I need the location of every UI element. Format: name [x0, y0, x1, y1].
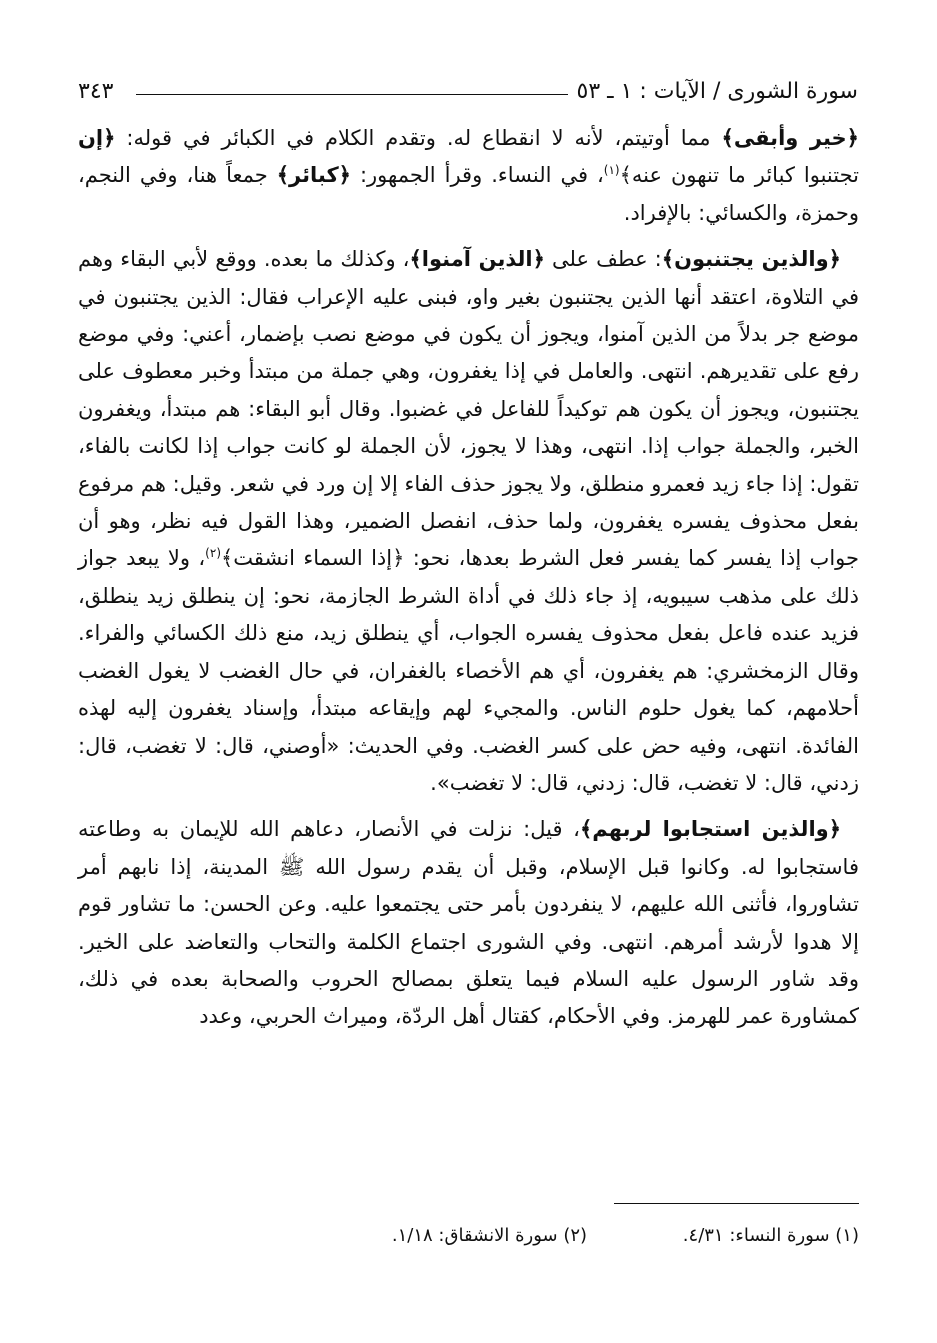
paragraph-2 [78, 241, 859, 802]
quran-quote-cont: تجتنبوا كبائر ما تنهون عنه﴾ [619, 163, 859, 188]
footnote-2: (٢) سورة الانشقاق: ١/١٨. [391, 1225, 588, 1246]
footnote-ref-2: (٢) [205, 546, 221, 561]
footnote-rule [614, 1203, 859, 1204]
quran-quote: ﴿والذين يجتنبون﴾ [661, 247, 841, 272]
running-header [78, 74, 858, 110]
page-number: ٣٤٣ [78, 79, 114, 104]
paragraph-3 [78, 811, 859, 1035]
quran-quote: ﴿خير وأبقى﴾ [721, 126, 859, 150]
text-run: ، وكذلك ما بعده. ووقع لأبي البقاء وهم في التلاوة، اعتقد أنها الذين يجتنبون بغير واو، فبنى عليه الإعراب فقال: الذين يجتنبون في موضع جر بدلاً من الذين آمنوا، ويجوز أن يكون في موضع نصب بإضمار، أعني: وفي موضع رفع على تقديرهم. انتهى. والعامل في إذا يغفرون، وهي جملة من مبتدأ وخبر معطوف على يجتنبون، ويجوز أن يكون هم توكيداً للفاعل في غضبوا. وقال أبو البقاء: هم مبتدأ، ويغفرون الخبر، والجملة جواب إذا. انتهى، وهذا لا يجوز، لأن الجملة لو كانت جواب إذا لكانت بالفاء، تقول: إذا جاء زيد فعمرو منطلق، ولا يجوز حذف الفاء إلا إن ورد في شعر. وقيل: هم مرفوع بفعل محذوف يفسره يغفرون، ولما حذف، انفصل الضمير، وهذا القول فيه نظر، وهو أن جواب إذا يفسر كما يفسر فعل الشرط بعدها، نحو: [78, 247, 859, 571]
paragraph-1 [78, 120, 859, 232]
text-run: مما أوتيتم، لأنه لا انقطاع له. وتقدم الكلام في الكبائر في قوله: [115, 126, 722, 150]
quran-quote: ﴿إذا السماء انشقت﴾ [221, 546, 405, 571]
quran-quote: ﴿إن [78, 126, 116, 150]
quran-quote: ﴿الذين آمنوا﴾ [409, 247, 545, 272]
main-text [78, 120, 859, 1036]
text-run: جمعاً هنا، وفي النجم، وحمزة، والكسائي: بالإفراد. [78, 163, 859, 225]
quran-quote: ﴿كبائر﴾ [276, 163, 351, 188]
footnote-ref-1: (١) [603, 163, 620, 178]
header-rule [136, 94, 568, 95]
text-run: : عطف على [544, 247, 662, 272]
quran-quote: ﴿والذين استجابوا لربهم﴾ [579, 817, 841, 842]
text-run: ، في النساء. وقرأ الجمهور: [350, 163, 604, 188]
footnote-1: (١) سورة النساء: ٤/٣١. [682, 1225, 859, 1246]
text-run: ، ولا يبعد جواز ذلك على مذهب سيبويه، إذ جاء ذلك في أداة الشرط الجازمة، نحو: إن ينطلق زيد ينطلق، فزيد عنده فاعل بفعل محذوف يفسره الجواب، أي ينطلق زيد، منع ذلك الكسائي والفراء. وقال الزمخشري: هم يغفرون، أي هم الأخصاء بالغفران، في حال الغضب لا يغول الغضب أحلامهم، كما يغول حلوم الناس. والمجيء لهم وإيقاعه مبتدأ، وإسناد يغفرون إليه لهذه الفائدة. انتهى، وفيه حض على كسر الغضب. وفي الحديث: «أوصني، قال: لا تغضب، قال: زدني، قال: لا تغضب، قال: زدني، قال: لا تغضب». [78, 546, 859, 795]
header-title: سورة الشورى / الآيات : ١ ـ ٥٣ [571, 74, 859, 110]
footnotes [239, 1222, 859, 1250]
text-run: ، قيل: نزلت في الأنصار، دعاهم الله للإيمان به وطاعته فاستجابوا له. وكانوا قبل الإسلام، وقبل أن يقدم رسول الله ﷺ المدينة، إذا نابهم أمر تشاوروا، فأثنى الله عليهم، لا ينفردون بأمر حتى يجتمعوا عليه. وعن الحسن: ما تشاور قوم إلا هدوا لأرشد أمرهم. انتهى. وفي الشورى اجتماع الكلمة والتحاب والتعاضد على الخير. وقد شاور الرسول عليه السلام فيما يتعلق بمصالح الحروب والصحابة بعده في ذلك، كمشاورة عمر للهرمز. وفي الأحكام، كقتال أهل الردّة، وميراث الحربي، وعدد [78, 817, 859, 1029]
